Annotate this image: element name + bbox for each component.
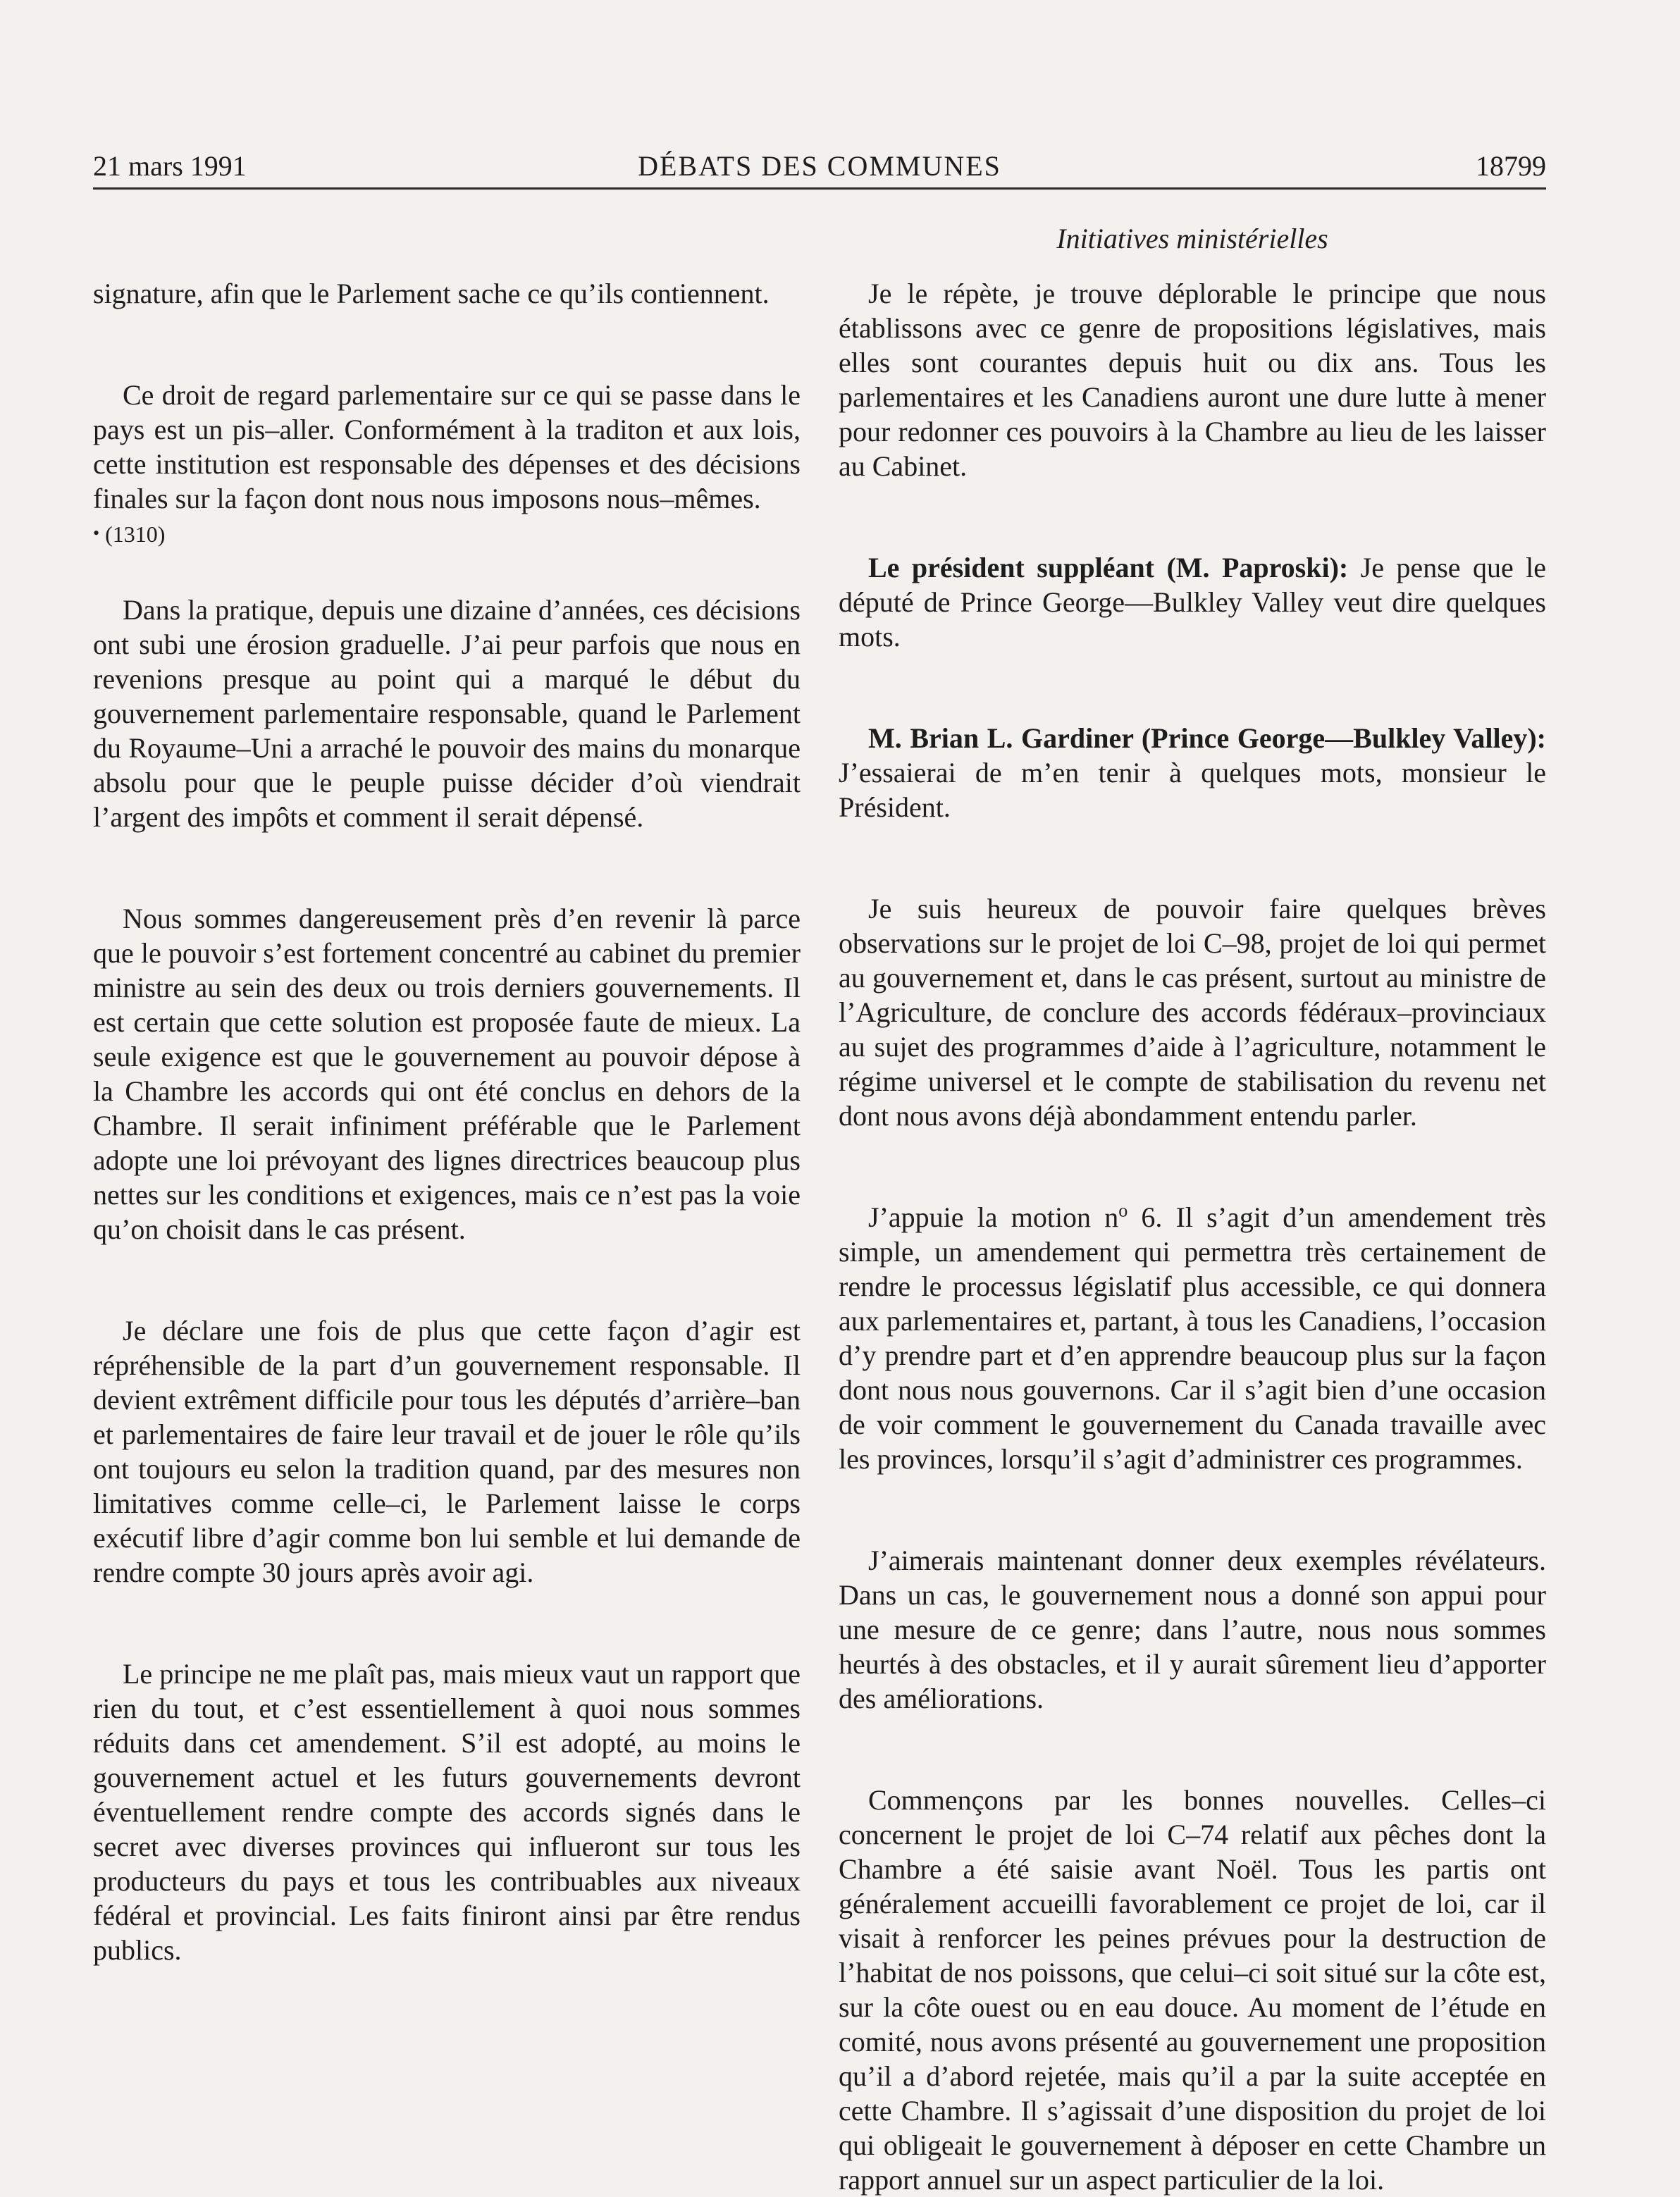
paragraph: Le principe ne me plaît pas, mais mieux vaut un rapport que rien du tout, et c’est essentiellement à quoi nous sommes réduits dans cet amendement. S’il est adopté, au moins le gouvernement actuel et les futurs gouvernements devront éventuellement rendre compte des accords signés dans le secret avec diverses provinces qui influeront sur tous les producteurs du pays et tous les contribuables aux niveaux fédéral et provincial. Les faits finiront ainsi par être rendus publics. — [93, 1658, 801, 1966]
paragraph: J’aimerais maintenant donner deux exemples révélateurs. Dans un cas, le gouvernement nous a donné son appui pour une mesure de ce genre; dans l’autre, nous nous sommes heurtés à des obstacles, et il y aurait sûrement lieu d’apporter des améliorations. — [839, 1545, 1546, 1714]
paragraph: Nous sommes dangereusement près d’en revenir là parce que le pouvoir s’est fortement concentré au cabinet du premier ministre au sein des deux ou trois derniers gouvernements. Il est certain que cette solution est proposée faute de mieux. La seule exigence est que le gouvernement au pouvoir dépose à la Chambre les accords qui ont été conclus en dehors de la Chambre. Il serait infiniment préférable que le Parlement adopte une loi prévoyant des lignes directrices beaucoup plus nettes sur les conditions et exigences, mais ce n’est pas la voie qu’on choisit dans le cas présent. — [93, 903, 801, 1245]
paragraph — [839, 1200, 1546, 1476]
speaker-name: M. Brian L. Gardiner (Prince George—Bulkley Valley): — [868, 722, 1546, 754]
speech-text: J’essaierai de m’en tenir à quelques mots, monsieur le Président. — [839, 757, 1546, 823]
left-column — [93, 276, 801, 1967]
bullet-icon: • — [93, 523, 100, 543]
speaker-paragraph — [839, 721, 1546, 824]
speaker-name: Le président suppléant (M. Paproski): — [868, 552, 1349, 583]
paragraph: signature, afin que le Parlement sache ce qu’ils contiennent. — [93, 278, 770, 309]
paragraph: Commençons par les bonnes nouvelles. Celles–ci concernent le projet de loi C–74 relatif aux pêches dont la Chambre a été saisie avant Noël. Tous les partis ont généralement accueilli favorablement ce projet de loi, car il visait à renforcer les peines prévues pour la destruction de l’habitat de nos poissons, que celui–ci soit situé sur la côte est, sur la côte ouest ou en eau douce. Au moment de l’étude en comité, nous avons présenté au gouvernement une proposition qu’il a d’abord rejetée, mais qu’il a par la suite acceptée en cette Chambre. Il s’agissait d’une disposition du projet de loi qui obligeait le gouvernement à déposer en cette Chambre un rapport annuel sur un aspect particulier de la loi. — [839, 1784, 1546, 2196]
header-rule — [93, 187, 1546, 190]
paragraph: Ce droit de regard parlementaire sur ce qui se passe dans le pays est un pis–aller. Conformément à la traditon et aux lois, cette institution est responsable des dépenses et des décisions finales sur la façon dont nous nous imposons nous–mêmes. — [93, 379, 801, 514]
right-column — [839, 276, 1546, 2197]
running-header — [93, 145, 1546, 187]
header-title: DÉBATS DES COMMUNES — [638, 150, 1001, 182]
header-page-number: 18799 — [1476, 150, 1546, 182]
time-marker — [93, 516, 801, 552]
paragraph: Je déclare une fois de plus que cette façon d’agir est répréhensible de la part d’un gouvernement responsable. Il devient extrêment difficile pour tous les députés d’arrière–ban et parlementaires de faire leur travail et de jouer le rôle qu’ils ont toujours eu selon la tradition quand, par des mesures non limitatives comme celle–ci, le Parlement laisse le corps exécutif libre d’agir comme bon lui semble et lui demande de rendre compte 30 jours après avoir agi. — [93, 1315, 801, 1588]
speech-text: Je pense que le député de Prince George—Bulkley Valley veut dire quelques mots. — [839, 552, 1546, 652]
header-date: 21 mars 1991 — [93, 150, 247, 182]
time-stamp: (1310) — [105, 521, 166, 547]
text-run: J’appuie la motion n — [868, 1201, 1119, 1233]
paragraph: Je suis heureux de pouvoir faire quelques brèves observations sur le projet de loi C–98, projet de loi qui permet au gouvernement et, dans le cas présent, surtout au ministre de l’Agriculture, de conclure des accords fédéraux–provinciaux au sujet des programmes d’aide à l’agriculture, notamment le régime universel et le compte de stabilisation du revenu net dont nous avons déjà abondamment entendu parler. — [839, 893, 1546, 1132]
text-run: 6. Il s’agit d’un amendement très simple, un amendement qui permettra très certainement de rendre le processus législatif plus accessible, ce qui donnera aux parlementaires et, partant, à tous les Canadiens, l’occasion d’y prendre part et d’en apprendre beaucoup plus sur la façon dont nous nous gouvernons. Car il s’agit bien d’une occasion de voir comment le gouvernement du Canada travaille avec les provinces, lorsqu’il s’agit d’administrer ces programmes. — [839, 1201, 1546, 1475]
paragraph: Je le répète, je trouve déplorable le principe que nous établissons avec ce genre de propositions législatives, mais elles sont courantes depuis huit ou dix ans. Tous les parlementaires et les Canadiens auront une dure lutte à mener pour redonner ces pouvoirs à la Chambre au lieu de les laisser au Cabinet. — [839, 278, 1546, 482]
speaker-paragraph — [839, 550, 1546, 654]
paragraph: Dans la pratique, depuis une dizaine d’années, ces décisions ont subi une érosion graduelle. J’ai peur parfois que nous en revenions presque au point qui a marqué le début du gouvernement parlementaire responsable, quand le Parlement du Royaume–Uni a arraché le pouvoir des mains du monarque absolu pour que le peuple puisse décider d’où viendrait l’argent des impôts et comment il serait dépensé. — [93, 594, 801, 833]
section-title: Initiatives ministérielles — [1056, 223, 1328, 254]
superscript: o — [1118, 1200, 1128, 1221]
